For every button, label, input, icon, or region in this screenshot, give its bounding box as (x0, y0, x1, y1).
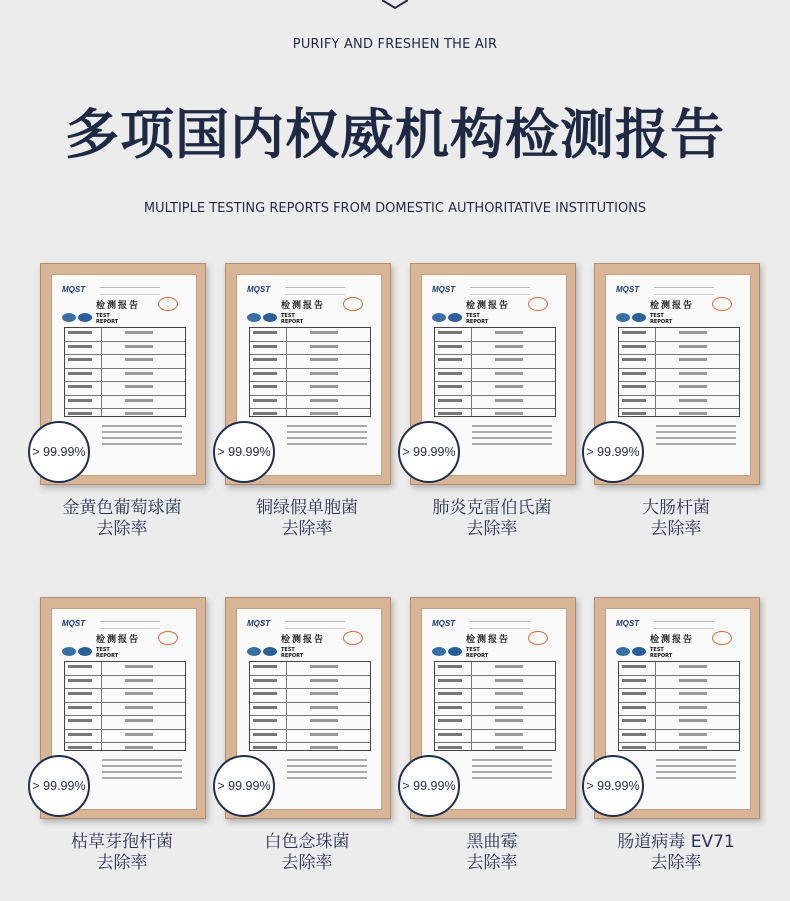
certificate-stamp-icon (158, 631, 178, 645)
certificate-report-label: TEST REPORT (96, 313, 119, 325)
cnas-icon (78, 313, 92, 322)
report-card (217, 597, 395, 873)
certificate-report-label: TEST REPORT (281, 313, 304, 325)
certificate-table (249, 661, 371, 751)
report-card (217, 263, 395, 539)
certificate-stamp-icon (528, 297, 548, 311)
cnas-icon (632, 313, 646, 322)
page-title: 多项国内权威机构检测报告 (65, 103, 725, 166)
cnas-icon (448, 313, 462, 322)
removal-rate-badge: > 99.99% (398, 421, 460, 483)
report-card (402, 597, 580, 873)
organism-name: 大肠杆菌 (642, 498, 710, 518)
certificate-title: 检测报告 (281, 301, 326, 311)
certificate-stamp-icon (158, 297, 178, 311)
cnas-icon (632, 647, 646, 656)
removal-label: 去除率 (96, 853, 148, 873)
report-card (402, 263, 580, 539)
certificate-logo: MQST (432, 285, 456, 294)
certificate-footer (287, 425, 367, 449)
removal-label: 去除率 (466, 519, 518, 539)
removal-rate-badge: > 99.99% (582, 421, 644, 483)
cnas-icon (263, 647, 277, 656)
certificate-footer (287, 759, 367, 783)
cnas-icon (263, 313, 277, 322)
removal-rate-badge: > 99.99% (582, 755, 644, 817)
ilac-icon (616, 313, 630, 322)
caption (205, 832, 409, 874)
removal-label: 去除率 (96, 519, 148, 539)
caption (574, 498, 778, 540)
certificate-table (434, 327, 556, 417)
certificate-table (618, 661, 740, 751)
caption (390, 498, 594, 540)
organism-name: 白色念珠菌 (264, 832, 350, 852)
certificate-report-label: TEST REPORT (96, 647, 119, 659)
certificate-report-label: TEST REPORT (650, 313, 673, 325)
ilac-icon (432, 313, 446, 322)
report-card (32, 597, 210, 873)
organism-name: 铜绿假单胞菌 (256, 498, 358, 518)
cnas-icon (78, 647, 92, 656)
organism-name: 肺炎克雷伯氏菌 (432, 498, 552, 518)
caption (205, 498, 409, 540)
certificate-report-label: TEST REPORT (466, 313, 489, 325)
certificate-title: 检测报告 (650, 301, 695, 311)
removal-label: 去除率 (650, 853, 702, 873)
ilac-icon (432, 647, 446, 656)
certificate-table (434, 661, 556, 751)
certificate-title: 检测报告 (281, 635, 326, 645)
certificate-logo: MQST (62, 619, 86, 628)
certificate-table (618, 327, 740, 417)
certificate-footer (102, 759, 182, 783)
removal-rate-badge: > 99.99% (213, 755, 275, 817)
report-card (586, 263, 764, 539)
certificate-stamp-icon (528, 631, 548, 645)
ilac-icon (62, 647, 76, 656)
certificate-footer (472, 425, 552, 449)
caption (574, 832, 778, 874)
certificate-table (64, 661, 186, 751)
certificate-logo: MQST (616, 619, 640, 628)
ilac-icon (616, 647, 630, 656)
caption (390, 832, 594, 874)
certificate-stamp-icon (343, 297, 363, 311)
certificate-footer (656, 759, 736, 783)
caption (20, 832, 224, 874)
certificate-title: 检测报告 (96, 301, 141, 311)
certificate-stamp-icon (712, 297, 732, 311)
certificate-logo: MQST (616, 285, 640, 294)
certificate-footer (102, 425, 182, 449)
organism-name: 枯草芽孢杆菌 (71, 832, 173, 852)
certificate-report-label: TEST REPORT (650, 647, 673, 659)
certificate-logo: MQST (432, 619, 456, 628)
organism-name: 金黄色葡萄球菌 (62, 498, 182, 518)
organism-name: 黑曲霉 (466, 832, 518, 852)
certificate-logo: MQST (247, 619, 271, 628)
report-card (32, 263, 210, 539)
certificate-title: 检测报告 (96, 635, 141, 645)
certificate-footer (472, 759, 552, 783)
removal-rate-badge: > 99.99% (213, 421, 275, 483)
removal-label: 去除率 (281, 519, 333, 539)
certificate-logo: MQST (247, 285, 271, 294)
certificate-stamp-icon (712, 631, 732, 645)
certificate-table (64, 327, 186, 417)
caption (20, 498, 224, 540)
removal-label: 去除率 (281, 853, 333, 873)
ilac-icon (247, 647, 261, 656)
removal-rate-badge: > 99.99% (398, 755, 460, 817)
certificate-title: 检测报告 (466, 301, 511, 311)
page-subtitle: MULTIPLE TESTING REPORTS FROM DOMESTIC AUTHORITATIVE INSTITUTIONS (143, 201, 647, 216)
certificate-table (249, 327, 371, 417)
certificate-title: 检测报告 (466, 635, 511, 645)
ilac-icon (247, 313, 261, 322)
certificate-title: 检测报告 (650, 635, 695, 645)
certificate-footer (656, 425, 736, 449)
report-card (586, 597, 764, 873)
organism-name: 肠道病毒 EV71 (617, 832, 735, 852)
certificate-report-label: TEST REPORT (466, 647, 489, 659)
certificate-report-label: TEST REPORT (281, 647, 304, 659)
certificate-logo: MQST (62, 285, 86, 294)
removal-label: 去除率 (650, 519, 702, 539)
header-eyebrow: PURIFY AND FRESHEN THE AIR (292, 37, 498, 52)
top-chevron-icon (382, 0, 408, 10)
removal-rate-badge: > 99.99% (28, 755, 90, 817)
certificate-stamp-icon (343, 631, 363, 645)
removal-rate-badge: > 99.99% (28, 421, 90, 483)
removal-label: 去除率 (466, 853, 518, 873)
ilac-icon (62, 313, 76, 322)
cnas-icon (448, 647, 462, 656)
